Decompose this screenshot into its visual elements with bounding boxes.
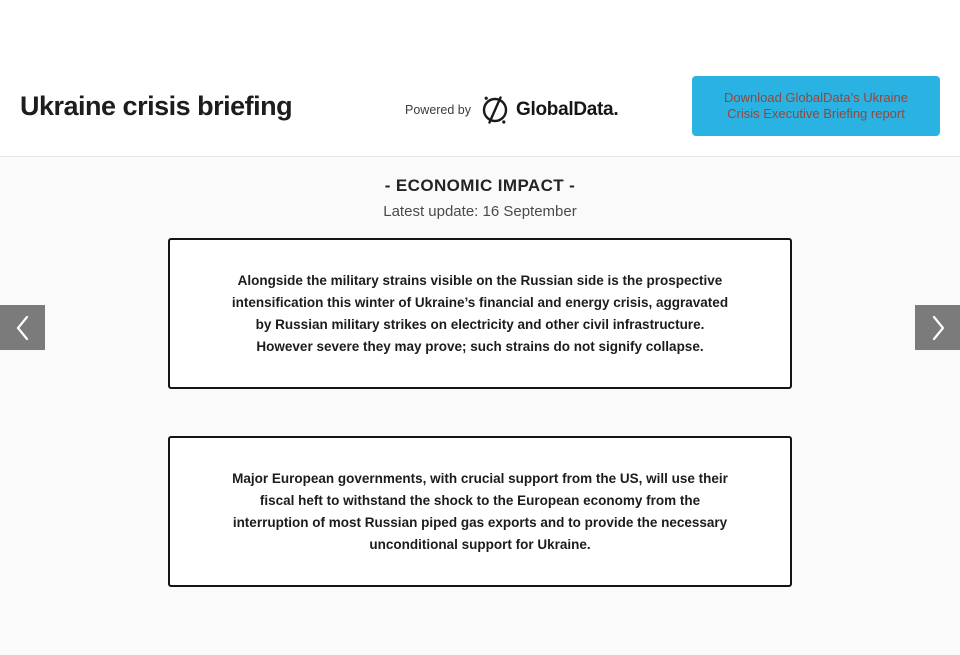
carousel-prev-button[interactable] xyxy=(0,305,45,350)
page-title: Ukraine crisis briefing xyxy=(20,91,293,121)
globaldata-brand: GlobalData. xyxy=(516,99,619,120)
card-text-line: unconditional support for Ukraine. xyxy=(369,536,591,552)
carousel-next-button[interactable] xyxy=(915,305,960,350)
card-text-line: intensification this winter of Ukraine’s financial and energy crisis, aggravated xyxy=(231,294,729,310)
download-button-line-2: Crisis Executive Briefing report xyxy=(727,106,905,121)
powered-by-group xyxy=(405,92,618,128)
chevron-right-icon xyxy=(927,313,949,343)
card-text-line: by Russian military strikes on electricity and other civil infrastructure. xyxy=(255,316,705,332)
powered-by-label: Powered by xyxy=(405,103,472,117)
card-text-line: However severe they may prove; such strains do not signify collapse. xyxy=(256,338,704,354)
header xyxy=(0,0,960,157)
card-text-line: Major European governments, with crucial support from the US, will use their xyxy=(232,470,728,486)
card-text-line: fiscal heft to withstand the shock to the European economy from the xyxy=(259,492,701,508)
latest-update-text: Latest update: 16 September xyxy=(383,203,577,220)
card-text-line: Alongside the military strains visible on the Russian side is the prospective xyxy=(237,272,723,288)
briefing-card-1 xyxy=(168,238,792,389)
download-button-line-1: Download GlobalData’s Ukraine xyxy=(723,89,909,105)
section-heading: - ECONOMIC IMPACT - xyxy=(384,176,576,195)
download-report-button[interactable] xyxy=(692,76,940,136)
briefing-card-2 xyxy=(168,436,792,587)
card-text-line: interruption of most Russian piped gas exports and to provide the necessary xyxy=(232,514,728,530)
globaldata-compass-icon xyxy=(480,95,510,125)
globaldata-link[interactable] xyxy=(480,95,618,125)
chevron-left-icon xyxy=(12,313,34,343)
